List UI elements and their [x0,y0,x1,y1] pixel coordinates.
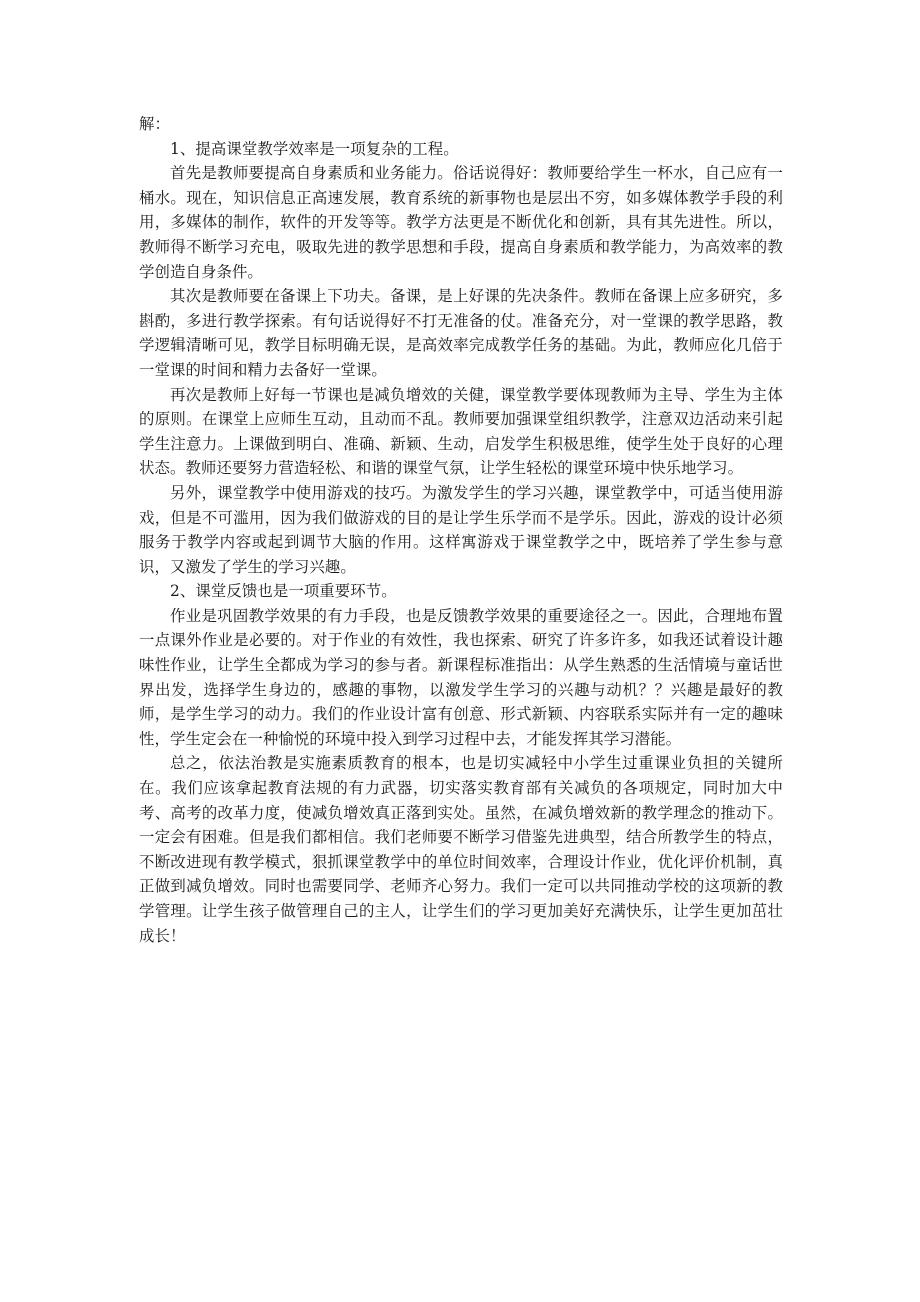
point-1-heading: 1、提高课堂教学效率是一项复杂的工程。 [170,139,459,158]
paragraph-games-in-class: 另外，课堂教学中使用游戏的技巧。为激发学生的学习兴趣，课堂教学中，可适当使用游戏，但是不可滥用，因为我们做游戏的目的是让学生乐学而不是学乐。因此，游戏的设计必须服务于教学内容或起到调节大脑的作用。这样寓游戏于课堂教学之中，既培养了学生参与意识，又激发了学生的学习兴趣。 [139,483,783,576]
paragraph-homework-feedback: 作业是巩固教学效果的有力手段，也是反馈教学效果的重要途径之一。因此，合理地布置一点课外作业是必要的。对于作业的有效性，我也探索、研究了许多许多，如我还试着设计趣味性作业，让学生全都成为学习的参与者。新课程标准指出：从学生熟悉的生活情境与童话世界出发，选择学生身边的，感趣的事物，以激发学生学习的兴趣与动机？？兴趣是最好的教师，是学生学习的动力。我们的作业设计富有创意、形式新颖、内容联系实际并有一定的趣味性，学生定会在一种愉悦的环境中投入到学习过程中去，才能发挥其学习潜能。 [139,606,783,748]
answer-label: 解： [139,115,170,133]
paragraph-lesson-preparation: 其次是教师要在备课上下功夫。备课，是上好课的先决条件。教师在备课上应多研究，多斟酌，多进行教学探索。有句话说得好不打无准备的仗。准备充分，对一堂课的教学思路，教学逻辑清晰可见，教学目标明确无误，是高效率完成教学任务的基础。为此，教师应化几倍于一堂课的时间和精力去备好一堂课。 [139,287,783,379]
paragraph-classroom-teaching: 再次是教师上好每一节课也是减负增效的关健，课堂教学要体现教师为主导、学生为主体的原则。在课堂上应师生互动，且动而不乱。教师要加强课堂组织教学，注意双边活动来引起学生注意力。上课做到明白、准确、新颖、生动，启发学生积极思维，使学生处于良好的心理状态。教师还要努力营造轻松、和谐的课堂气氛，让学生轻松的课堂环境中快乐地学习。 [139,385,783,478]
paragraph-conclusion: 总之，依法治教是实施素质教育的根本，也是切实减轻中小学生过重课业负担的关键所在。我们应该拿起教育法规的有力武器，切实落实教育部有关减负的各项规定，同时加大中考、高考的改革力度，使减负增效真正落到实处。虽然，在减负增效新的教学理念的推动下。一定会有困难。但是我们都相信。我们老师要不断学习借鉴先进典型，结合所教学生的特点，不断改进现有教学模式，狠抓课堂教学中的单位时间效率，合理设计作业，优化评价机制，真正做到减负增效。同时也需要同学、老师齐心努力。我们一定可以共同推动学校的这项新的教学管理。让学生孩子做管理自己的主人，让学生们的学习更加美好充满快乐，让学生更加茁壮成长！ [139,754,783,945]
paragraph-teacher-quality: 首先是教师要提高自身素质和业务能力。俗话说得好：教师要给学生一杯水，自己应有一桶水。现在，知识信息正高速发展，教育系统的新事物也是层出不穷，如多媒体教学手段的利用，多媒体的制作，软件的开发等等。教学方法更是不断优化和创新，具有其先进性。所以，教师得不断学习充电，吸取先进的教学思想和手段，提高自身素质和教学能力，为高效率的教学创造自身条件。 [139,164,783,281]
point-2-heading: 2、课堂反馈也是一项重要环节。 [170,582,397,601]
document-page [139,112,783,948]
